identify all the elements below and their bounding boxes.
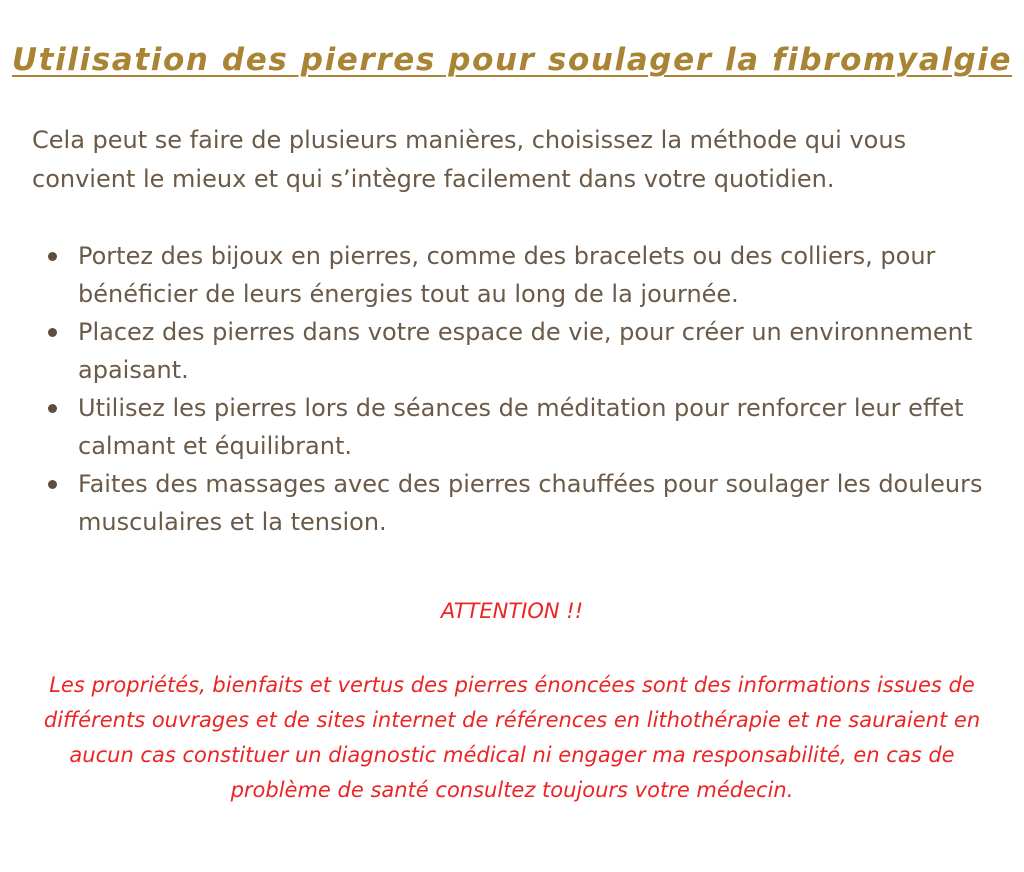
bullet-dot-icon: [48, 404, 57, 413]
intro-paragraph: Cela peut se faire de plusieurs manières, choisissez la méthode qui vous convient le mieux et qui s’intègre facilement dans votre quotidien.: [32, 126, 907, 193]
list-item: [32, 237, 992, 313]
list-item-text: Placez des pierres dans votre espace de vie, pour créer un environnement apaisant.: [78, 318, 973, 384]
list-item-text: Utilisez les pierres lors de séances de méditation pour renforcer leur effet calmant et équilibrant.: [78, 394, 964, 460]
usage-list: [32, 237, 992, 541]
list-item-text: Portez des bijoux en pierres, comme des bracelets ou des colliers, pour bénéficier de leurs énergies tout au long de la journée.: [78, 242, 936, 308]
page-title: Utilisation des pierres pour soulager la fibromyalgie: [11, 42, 1013, 78]
bullet-dot-icon: [48, 480, 57, 489]
disclaimer-text: Les propriétés, bienfaits et vertus des pierres énoncées sont des informations issues de différents ouvrages et de sites internet de références en lithothérapie et ne sauraient en aucun cas constituer un diagnostic médical ni engager ma responsabilité, en cas de problème de santé consultez toujours votre médecin.: [43, 673, 981, 802]
bullet-dot-icon: [48, 328, 57, 337]
list-item: [32, 465, 992, 541]
list-item: [32, 389, 992, 465]
list-item: [32, 313, 992, 389]
warning-title: ATTENTION !!: [440, 599, 584, 623]
list-item-text: Faites des massages avec des pierres chauffées pour soulager les douleurs musculaires et la tension.: [78, 470, 983, 536]
bullet-dot-icon: [48, 252, 57, 261]
